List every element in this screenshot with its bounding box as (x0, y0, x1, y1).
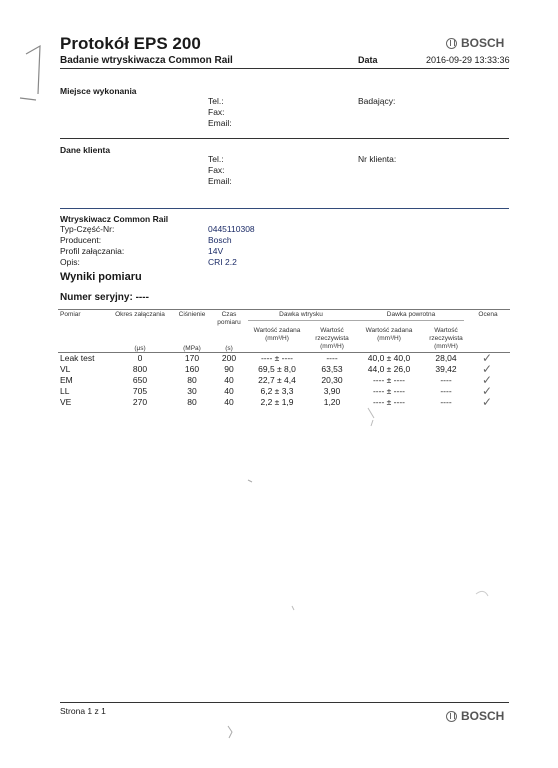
table-cell: 39,42 (435, 364, 457, 374)
footer-brand-name: BOSCH (461, 709, 505, 723)
th-okres: Okres załączania (115, 311, 165, 318)
bosch-logo-icon (446, 711, 457, 722)
table-row-name: EM (60, 375, 73, 385)
th-dawka-wtrysku: Dawka wtrysku (279, 311, 323, 318)
table-cell: 22,7 ± 4,4 (258, 375, 296, 385)
examiner-label: Badający: (358, 96, 396, 106)
date-label: Data (358, 55, 378, 65)
table-cell: ---- (326, 353, 338, 363)
th-ocena: Ocena (478, 311, 498, 318)
table-cell: ---- ± ---- (372, 397, 406, 407)
table-cell: 800 (132, 364, 148, 374)
table-cell: 69,5 ± 8,0 (258, 364, 296, 374)
table-row-name: LL (60, 386, 70, 396)
th-dawka-powrotna: Dawka powrotna (386, 311, 436, 318)
th-cisnienie: Ciśnienie (178, 311, 206, 318)
serial-number: Numer seryjny: ---- (60, 292, 149, 303)
check-icon: ✓ (482, 373, 493, 387)
th-powrot-rzecz: Wartość (434, 327, 458, 334)
table-cell: 20,30 (321, 375, 343, 385)
place-tel: Tel.: (208, 96, 224, 106)
th-czas: Czas (221, 311, 237, 318)
th-wartosc-zadana-unit: (mm³/H) (265, 335, 289, 342)
check-icon: ✓ (482, 351, 493, 365)
table-cell: 6,2 ± 3,3 (260, 386, 294, 396)
date-value: 2016-09-29 13:33:36 (426, 55, 510, 65)
table-cell: ---- ± ---- (372, 386, 406, 396)
th-czas-2: pomiaru (217, 319, 241, 326)
table-cell: ---- (440, 397, 452, 407)
table-cell: 270 (132, 397, 148, 407)
table-cell: 170 (184, 353, 200, 363)
check-icon: ✓ (482, 362, 493, 376)
injector-value: 0445110308 (208, 224, 255, 234)
table-cell: 1,20 (323, 397, 341, 407)
table-cell: 200 (221, 353, 237, 363)
injector-label: Opis: (60, 257, 80, 267)
place-title: Miejsce wykonania (60, 86, 137, 96)
place-email: Email: (208, 118, 232, 128)
footer-rule (60, 702, 509, 703)
results-title: Wyniki pomiaru (60, 271, 142, 283)
table-cell: 40,0 ± 40,0 (367, 353, 411, 363)
table-cell: 40 (224, 386, 234, 396)
injector-label: Profil załączania: (60, 246, 125, 256)
table-cell: 40 (224, 397, 234, 407)
injector-value: CRI 2.2 (208, 257, 237, 267)
injector-value: Bosch (208, 235, 232, 245)
footer-bosch-logo (446, 709, 504, 723)
table-cell: 0 (137, 353, 143, 363)
table-cell: 44,0 ± 26,0 (367, 364, 411, 374)
table-row-name: VL (60, 364, 71, 374)
injector-label: Typ-Część-Nr: (60, 224, 115, 234)
table-cell: ---- ± ---- (372, 375, 406, 385)
table-row-name: VE (60, 397, 72, 407)
table-cell: 40 (224, 375, 234, 385)
th-wartosc-rzecz: Wartość (320, 327, 344, 334)
th-unit-okres: (μs) (134, 345, 146, 352)
table-cell: ---- ± ---- (260, 353, 294, 363)
th-wartosc-rzecz-unit: (mm³/H) (320, 343, 344, 350)
table-row-name: Leak test (60, 353, 95, 363)
injector-title: Wtryskiwacz Common Rail (60, 214, 169, 224)
injector-label: Producent: (60, 235, 102, 245)
page-title: Protokół EPS 200 (60, 34, 201, 53)
table-cell: 30 (187, 386, 197, 396)
table-cell: 63,53 (321, 364, 343, 374)
th-powrot-rzecz-unit: (mm³/H) (434, 343, 458, 350)
check-icon: ✓ (482, 395, 493, 409)
table-cell: ---- (440, 386, 452, 396)
check-icon: ✓ (482, 384, 493, 398)
injector-value: 14V (208, 246, 224, 256)
table-cell: 650 (132, 375, 148, 385)
table-cell: 80 (187, 375, 197, 385)
table-cell: 3,90 (323, 386, 341, 396)
client-title: Dane klienta (60, 145, 111, 155)
th-pomiar: Pomiar (60, 311, 81, 318)
table-cell: 160 (184, 364, 200, 374)
table-cell: 90 (224, 364, 234, 374)
th-unit-cisnienie: (MPa) (183, 345, 201, 352)
brand-name: BOSCH (461, 36, 505, 50)
page-number: Strona 1 z 1 (60, 706, 106, 716)
client-tel: Tel.: (208, 154, 224, 164)
th-wartosc-rzecz-2: rzeczywista (315, 335, 349, 342)
th-powrot-rzecz-2: rzeczywista (429, 335, 463, 342)
page-subtitle: Badanie wtryskiwacza Common Rail (60, 55, 233, 66)
table-cell: 80 (187, 397, 197, 407)
client-number-label: Nr klienta: (358, 154, 397, 164)
th-wartosc-zadana: Wartość zadana (253, 327, 301, 334)
th-unit-czas: (s) (225, 345, 233, 352)
place-fax: Fax: (208, 107, 225, 117)
table-cell: 705 (132, 386, 148, 396)
th-powrot-zadana: Wartość zadana (365, 327, 413, 334)
table-cell: ---- (440, 375, 452, 385)
client-fax: Fax: (208, 165, 225, 175)
table-cell: 28,04 (435, 353, 457, 363)
table-cell: 2,2 ± 1,9 (260, 397, 294, 407)
th-powrot-zadana-unit: (mm³/H) (377, 335, 401, 342)
client-email: Email: (208, 176, 232, 186)
